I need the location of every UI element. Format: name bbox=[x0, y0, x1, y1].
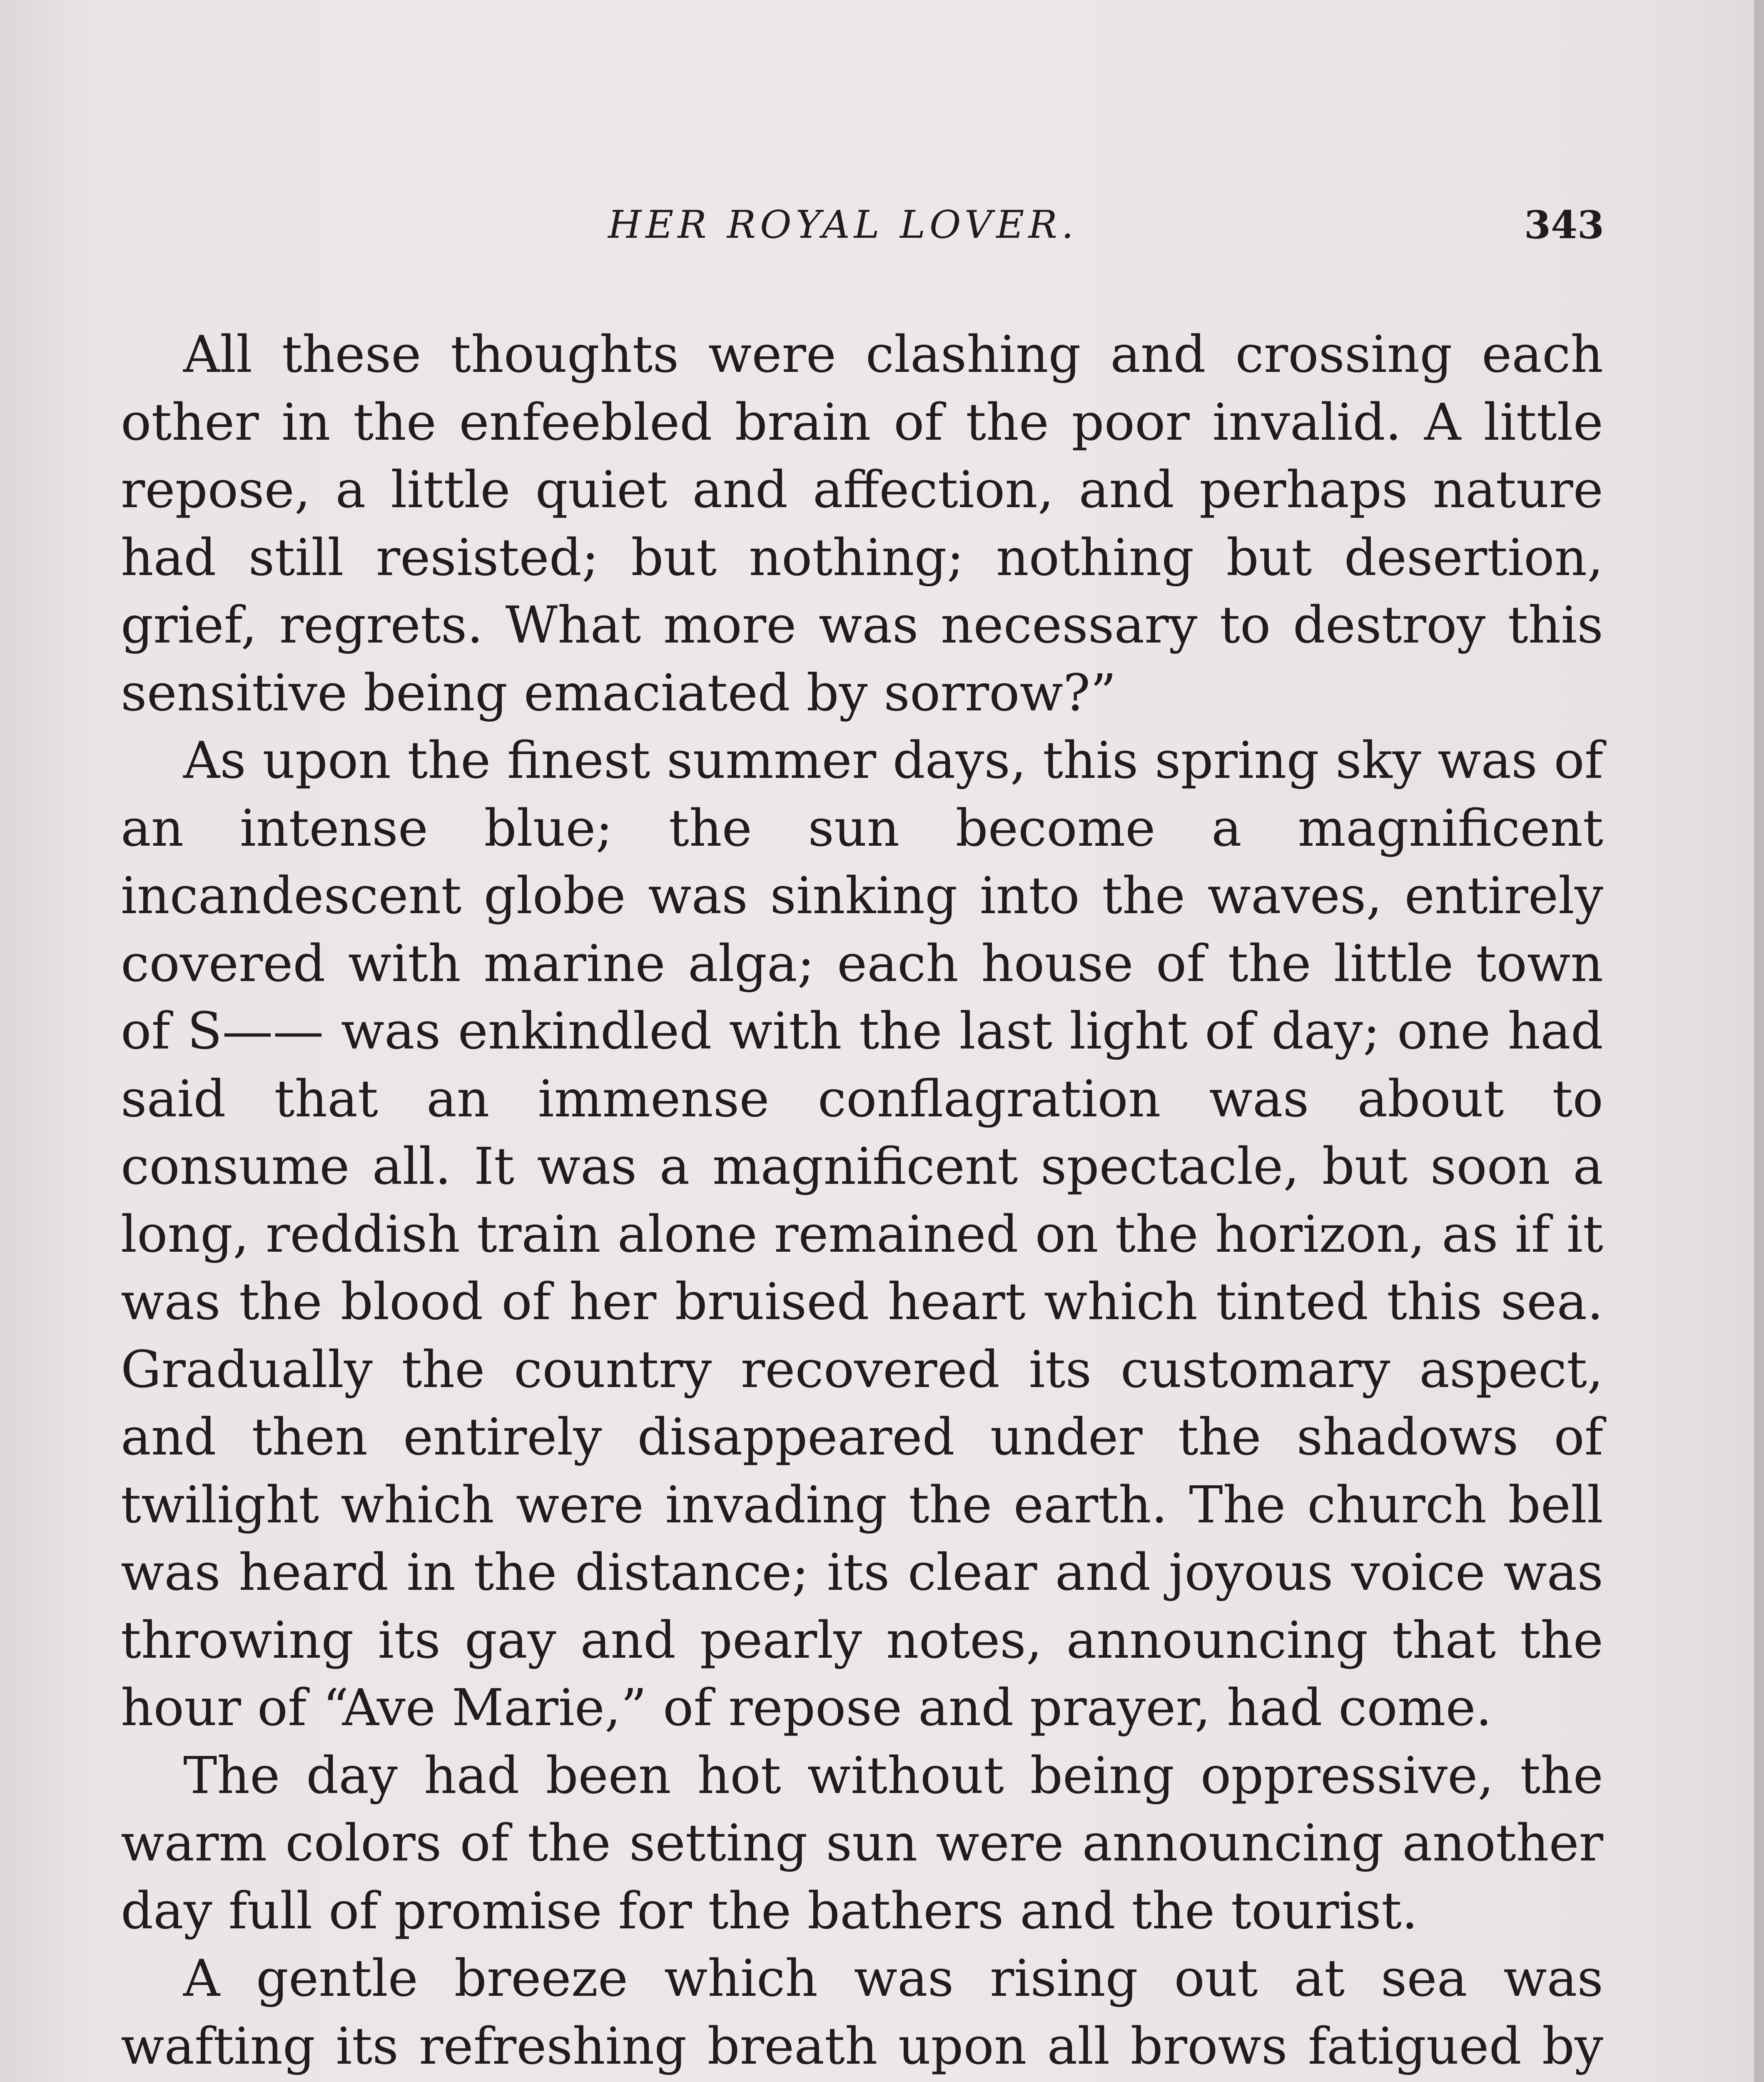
page-number: 343 bbox=[1524, 202, 1605, 247]
running-title: HER ROYAL LOVER. bbox=[608, 202, 1078, 247]
paragraph-2: As upon the finest summer days, this spring sky was of an intense blue; the sun become a magnificent incandescent globe was sinking into the waves, entirely covered with marine alga; each house of the little town of S—— was enkindled with the last light of day; one had said that an immense conflagration was about to consume all. It was a magnificent spectacle, but soon a long, reddish train alone remained on the horizon, as if it was the blood of her bruised heart which tinted this sea. Gradually the country recovered its customary aspect, and then entirely disappeared under the shadows of twilight which were invading the earth. The church bell was heard in the distance; its clear and joyous voice was throwing its gay and pearly notes, announcing that the hour of “Ave Marie,” of repose and prayer, had come. bbox=[121, 731, 1603, 1737]
page-edge bbox=[1754, 0, 1764, 2082]
paragraph-4: A gentle breeze which was rising out at sea was wafting its refreshing breath upon all brows fatigued by bbox=[121, 1949, 1603, 2076]
running-head bbox=[0, 200, 1764, 250]
body-text bbox=[121, 321, 1603, 2082]
paragraph-3: The day had been hot without being oppressive, the warm colors of the setting sun were announcing another day full of promise for the bathers and the tourist. bbox=[121, 1746, 1603, 1940]
paragraph-1: All these thoughts were clashing and crossing each other in the enfeebled brain of the poor invalid. A little repose, a little quiet and affection, and perhaps nature had still resisted; but nothing; nothing but desertion, grief, regrets. What more was necessary to destroy this sensitive being emaciated by sorrow?” bbox=[121, 325, 1603, 722]
